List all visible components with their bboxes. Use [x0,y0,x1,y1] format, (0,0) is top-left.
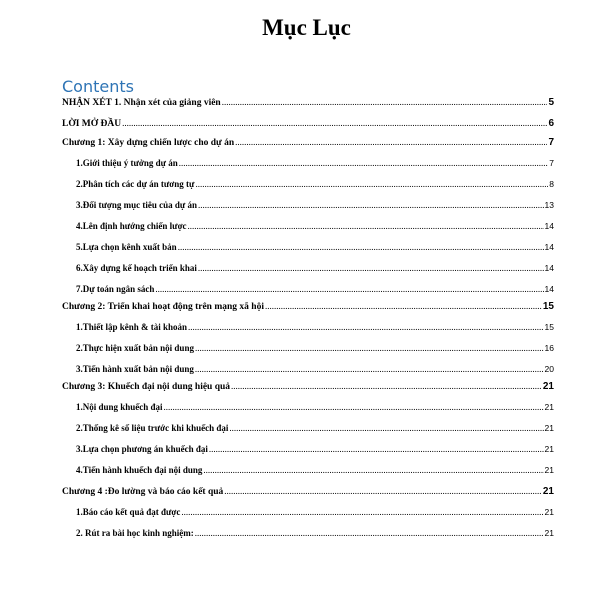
toc-dot-leader [265,300,542,312]
toc-page-number: 8 [549,179,554,189]
toc-entry-chapter[interactable] [62,300,554,313]
toc-entry-label: 2. Rút ra bài học kinh nghiệm: [76,528,194,538]
toc-dot-leader [231,380,542,392]
toc-page-number: 21 [542,486,554,497]
toc-entry-section[interactable] [62,283,554,295]
toc-page-number: 21 [544,528,554,538]
toc-page-number: 21 [544,402,554,412]
toc-dot-leader [195,527,544,539]
toc-dot-leader [198,199,543,211]
toc-entry-label: 5.Lựa chọn kênh xuất bản [76,242,177,252]
toc-entry-label: Chương 2: Triển khai hoạt động trên mạng xã hội [62,302,264,312]
toc-entry-section[interactable] [62,321,554,333]
toc-page-number: 7 [549,158,554,168]
contents-heading: Contents [62,77,134,96]
toc-dot-leader [209,443,544,455]
toc-entry-label: 2.Phân tích các dự án tương tự [76,179,195,189]
toc-entry-label: 4.Lên định hướng chiến lược [76,221,187,231]
toc-page-number: 21 [544,444,554,454]
toc-entry-label: 3.Tiến hành xuất bản nội dung [76,364,194,374]
toc-page-number: 14 [544,284,554,294]
page-title: Mục Lục [262,15,351,40]
toc-dot-leader [224,485,542,497]
toc-dot-leader [195,178,548,190]
toc-entry-section[interactable] [62,220,554,232]
toc-page-number: 13 [544,200,554,210]
toc-dot-leader [122,117,547,129]
toc-entry-chapter[interactable] [62,380,554,393]
toc-dot-leader [155,283,543,295]
toc-page-number: 14 [544,263,554,273]
toc-dot-leader [179,157,548,169]
toc-page-number: 16 [544,343,554,353]
toc-dot-leader [198,262,544,274]
toc-entry-section[interactable] [62,464,554,476]
toc-entry-label: 4.Tiến hành khuếch đại nội dung [76,465,203,475]
toc-entry-section[interactable] [62,178,554,190]
toc-entry-chapter[interactable] [62,136,554,149]
toc-dot-leader [188,321,544,333]
toc-dot-leader [188,220,544,232]
toc-entry-section[interactable] [62,506,554,518]
toc-entry-label: NHẬN XÉT 1. Nhận xét của giảng viên [62,98,221,108]
toc-page-number: 21 [542,381,554,392]
toc-entry-label: 1.Thiết lập kênh & tài khoản [76,322,188,332]
toc-dot-leader [195,342,544,354]
toc-entry-label: 1.Nội dung khuếch đại [76,402,163,412]
toc-entry-section[interactable] [62,241,554,253]
toc-page-number: 14 [544,242,554,252]
toc-entry-section[interactable] [62,342,554,354]
toc-entry-section[interactable] [62,401,554,413]
toc-dot-leader [222,96,548,108]
toc-entry-section[interactable] [62,262,554,274]
toc-entry-chapter[interactable] [62,485,554,498]
toc-dot-leader [229,422,543,434]
toc-page-number: 15 [542,301,554,312]
toc-entry-section[interactable] [62,443,554,455]
toc-entry-label: LỜI MỞ ĐẦU [62,119,122,129]
toc-entry-section[interactable] [62,527,554,539]
toc-entry-label: 3.Đối tượng mục tiêu của dự án [76,200,198,210]
toc-entry-label: 2.Thống kê số liệu trước khi khuếch đại [76,423,229,433]
toc-page-number: 21 [544,465,554,475]
toc-entry-label: Chương 4 :Đo lường và báo cáo kết quả [62,487,224,497]
toc-entry-label: 3.Lựa chọn phương án khuếch đại [76,444,208,454]
toc-entry-label: 6.Xây dựng kế hoạch triển khai [76,263,197,273]
toc-entry-chapter[interactable] [62,96,554,109]
toc-entry-chapter[interactable] [62,117,554,130]
toc-entry-label: Chương 1: Xây dựng chiến lược cho dự án [62,138,235,148]
toc-dot-leader [181,506,543,518]
toc-dot-leader [203,464,543,476]
toc-entry-section[interactable] [62,363,554,375]
toc-page-number: 21 [544,507,554,517]
toc-entry-section[interactable] [62,157,554,169]
toc-page-number: 21 [544,423,554,433]
toc-entry-section[interactable] [62,422,554,434]
toc-dot-leader [164,401,544,413]
toc-page-number: 6 [548,118,554,129]
toc-entry-section[interactable] [62,199,554,211]
toc-page-number: 5 [548,97,554,108]
toc-page-number: 14 [544,221,554,231]
toc-dot-leader [235,136,547,148]
toc-entry-label: 7.Dự toán ngân sách [76,284,155,294]
toc-page-number: 20 [544,364,554,374]
toc-page-number: 7 [548,137,554,148]
toc-entry-label: 2.Thực hiện xuất bản nội dung [76,343,194,353]
toc-entry-label: 1.Báo cáo kết quả đạt được [76,507,181,517]
toc-dot-leader [178,241,544,253]
toc-entry-label: 1.Giới thiệu ý tưởng dự án [76,158,178,168]
toc-page-number: 15 [544,322,554,332]
toc-dot-leader [195,363,544,375]
toc-entry-label: Chương 3: Khuếch đại nội dung hiệu quả [62,382,231,392]
